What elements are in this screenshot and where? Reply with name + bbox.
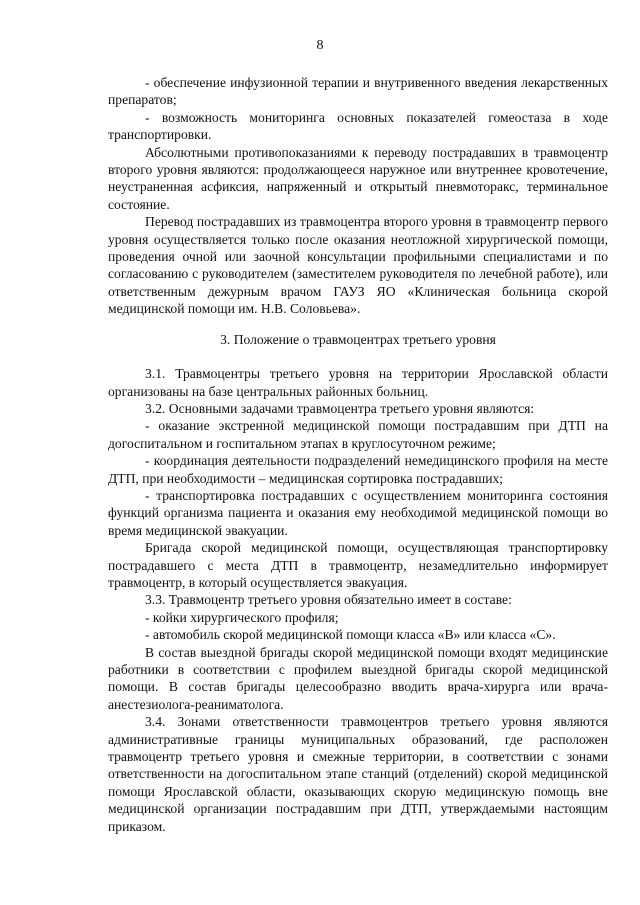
list-item: - автомобиль скорой медицинской помощи класса «В» или класса «С». (145, 627, 556, 643)
paragraph: 3.4. Зонами ответственности травмоцентров третьего уровня являются административные границы муниципальных образований, где расположен травмоцентр третьего уровня и смежные территории, в соответствии с зонами ответственности на догоспитальном этапе станций (отделений) скорой медицинской помощи Ярославской области, оказывающих скорую медицинскую помощь вне медицинской организации пострадавшим при ДТП, утверждаемыми настоящим приказом. (108, 714, 608, 834)
page-number: 8 (316, 38, 324, 53)
paragraph: 3.1. Травмоцентры третьего уровня на территории Ярославской области организованы на базе центральных районных больниц. (108, 366, 608, 399)
paragraph: - обеспечение инфузионной терапии и внутривенного введения лекарственных препаратов; (108, 75, 608, 108)
paragraph: 3.2. Основными задачами травмоцентра третьего уровня являются: (145, 400, 535, 416)
list-item: - оказание экстренной медицинской помощи пострадавшим при ДТП на догоспитальном и госпитальном этапах в круглосуточном режиме; (108, 418, 608, 451)
paragraph: Абсолютными противопоказаниями к переводу пострадавших в травмоцентр второго уровня являются: продолжающееся наружное или внутреннее кровотечение, неустраненная асфиксия, напряженный и открытый пневмоторакс, терминальное состояние. (108, 144, 608, 212)
list-item: - координация деятельности подразделений немедицинского профиля на месте ДТП, при необходимости – медицинская сортировка пострадавших; (108, 453, 608, 486)
paragraph: 3.3. Травмоцентр третьего уровня обязательно имеет в составе: (145, 592, 512, 608)
list-item: - транспортировка пострадавших с осуществлением мониторинга состояния функций организма пациента и оказания ему необходимой медицинской помощи во время медицинской эвакуации. (108, 487, 608, 538)
paragraph: Бригада скорой медицинской помощи, осуществляющая транспортировку пострадавшего с места ДТП в травмоцентр, незамедлительно информирует травмоцентр, в который осуществляется эвакуация. (108, 540, 608, 590)
paragraph: В состав выездной бригады скорой медицинской помощи входят медицинские работники в соответствии с профилем выездной бригады скорой медицинской помощи. В состав бригады целесообразно вводить врача-хирурга или врача-анестезиолога-реаниматолога. (108, 644, 608, 712)
document-body (108, 74, 608, 835)
section-heading: 3. Положение о травмоцентрах третьего уровня (220, 331, 496, 347)
paragraph: - возможность мониторинга основных показателей гомеостаза в ходе транспортировки. (108, 109, 608, 143)
list-item: - койки хирургического профиля; (145, 609, 339, 625)
paragraph: Перевод пострадавших из травмоцентра второго уровня в травмоцентр первого уровня осуществляется только после оказания неотложной хирургической помощи, проведения очной или заочной консультации профильными специалистами и по согласованию с руководителем (заместителем руководителя по лечебной работе), или ответственным дежурным врачом ГАУЗ ЯО «Клиническая больница скорой медицинской помощи им. Н.В. Соловьева». (108, 214, 608, 317)
